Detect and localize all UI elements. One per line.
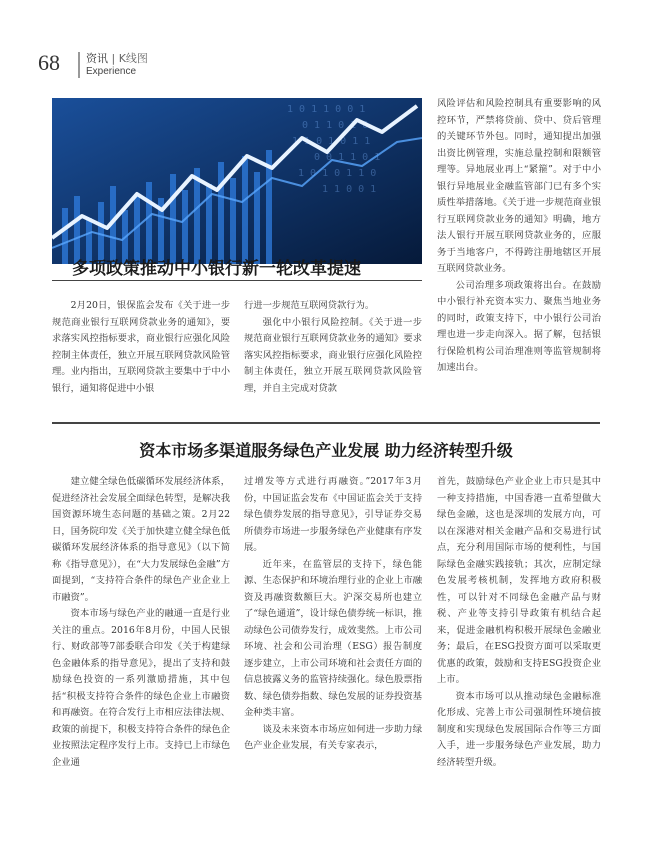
paragraph: 资本市场与绿色产业的融通一直是行业关注的重点。2016年8月份，中国人民银行、财政部等7部委联合印发《关于构建绿色金融体系的指导意见》，提出了支持和鼓励绿色投资的一系列激励措施，其中包括“积极支持符合条件的绿色企业上市融资和再融资。在符合发行上市相应法律法规、政策的前提下，积极支持符合条件的绿色企业按照法定程序发行上市。支持已上市绿色企业通 — [52, 608, 230, 768]
article2-column-2 — [244, 474, 422, 755]
svg-text:0 0 1 1 0 1: 0 0 1 1 0 1 — [314, 152, 381, 163]
article1-title: 多项政策推动中小银行新一轮改革提速 — [72, 259, 361, 279]
svg-text:1 0 1 0 1 1 0: 1 0 1 0 1 1 0 — [298, 168, 377, 179]
paragraph: 过增发等方式进行再融资。”2017年3月份，中国证监会发布《中国证监会关于支持绿色债券发展的指导意见》，引导证券交易所债券市场进一步服务绿色产业健康有序发展。 — [244, 476, 422, 553]
article2-column-1 — [52, 474, 230, 771]
svg-text:1 1 0 0 1: 1 1 0 0 1 — [322, 184, 377, 195]
paragraph: 行进一步规范互联网贷款行为。 — [244, 300, 375, 311]
section-label: 资讯 | K线图 — [86, 52, 148, 65]
stock-chart-illustration — [52, 98, 422, 264]
article2-title: 资本市场多渠道服务绿色产业发展 助力经济转型升级 — [139, 441, 513, 460]
article2-header-band — [52, 422, 600, 464]
title-divider — [52, 280, 422, 281]
paragraph: 2月20日，银保监会发布《关于进一步规范商业银行互联网贷款业务的通知》，要求落实风控指标要求，商业银行应强化风险控制主体责任，独立开展互联网贷款风险管理。业内指出，互联网贷款主要集中于中小银行，通知将促进中小银 — [52, 300, 230, 394]
paragraph: 谈及未来资本市场应如何进一步助力绿色产业企业发展，有关专家表示， — [244, 723, 422, 751]
article2-column-3 — [437, 474, 601, 771]
page-number: 68 — [38, 50, 60, 75]
paragraph: 资本市场可以从推动绿色金融标准化形成、完善上市公司强制性环境信披制度和实现绿色发展国际合作等三方面入手，进一步服务绿色产业发展，助力经济转型升级。 — [437, 690, 601, 768]
svg-text:1 0 1 1 0 0 1: 1 0 1 1 0 0 1 — [287, 104, 366, 115]
svg-text:0 1 1 0 1 0: 0 1 1 0 1 0 — [302, 120, 369, 131]
paragraph: 公司治理多项政策将出台。在鼓励中小银行补充资本实力、聚焦当地业务的同时，政策支持下，中小银行公司治理也进一步走向深入。据了解，包括银行保险机构公司治理准则等监管规制将加速出台。 — [437, 279, 601, 373]
header-divider — [78, 52, 80, 78]
section-english: Experience — [86, 66, 137, 77]
article1-column-1 — [52, 298, 230, 397]
paragraph: 风险评估和风险控制具有重要影响的风控环节，严禁将贷前、贷中、贷后管理的关键环节外包。同时，通知提出加强出资比例管理，实施总量控制和限额管理等。异地展业再上“紧箍”。对于中小银行异地展业金融监管部门已有多个实质性举措落地。《关于进一步规范商业银行互联网贷款业务的通知》明确，地方法人银行开展互联网贷款业务的，应服务于当地客户，不得跨注册地辖区开展互联网贷款业务。 — [437, 98, 601, 274]
paragraph: 强化中小银行风险控制。《关于进一步规范商业银行互联网贷款业务的通知》要求落实风控指标要求，商业银行应强化风险控制主体责任，独立开展互联网贷款风险管理，并自主完成对贷款 — [244, 316, 422, 394]
paragraph: 近年来，在监管层的支持下，绿色能源、生态保护和环境治理行业的企业上市融资及再融资数额巨大。沪深交易所也建立了“绿色通道”，设计绿色债券统一标识，推动绿色公司债券发行，成效斐然。上市公司环境、社会和公司治理（ESG）报告制度逐步建立，上市公司环境和社会责任方面的信息披露义务的监管持续强化。绿色股票指数、绿色债券指数、绿色发展的证券投资基金种类丰富。 — [244, 558, 422, 718]
paragraph: 首先，鼓励绿色产业企业上市只是其中一种支持措施，中国香港一直希望做大绿色金融，这也是深圳的发展方向，可以在深港对相关金融产品和交易进行试点，充分利用国际市场的便利性，与国际绿色金融实践接轨；其次，应制定绿色发展考核机制，发挥地方政府积极性，可以针对不同绿色金融产品与财税、产业等支持引导政策有机结合起来，促进金融机构积极开展绿色金融业务；最后，在ESG投资方面可以采取更优惠的政策，鼓励和支持ESG投资企业上市。 — [437, 476, 601, 685]
section-name: 资讯 — [86, 52, 108, 65]
paragraph: 建立健全绿色低碳循环发展经济体系，促进经济社会发展全面绿色转型，是解决我国资源环境生态问题的基础之策。2月22日，国务院印发《关于加快建立健全绿色低碳循环发展经济体系的指导意见》（以下简称《指导意见》），在“大力发展绿色金融”方面提到，“支持符合条件的绿色产业企业上市融资”。 — [52, 476, 230, 603]
article1-column-3 — [437, 96, 601, 377]
svg-text:1 1 0 1 0 1 1: 1 1 0 1 0 1 1 — [292, 136, 371, 147]
article1-column-2 — [244, 298, 422, 397]
subsection-name: K线图 — [118, 52, 148, 65]
